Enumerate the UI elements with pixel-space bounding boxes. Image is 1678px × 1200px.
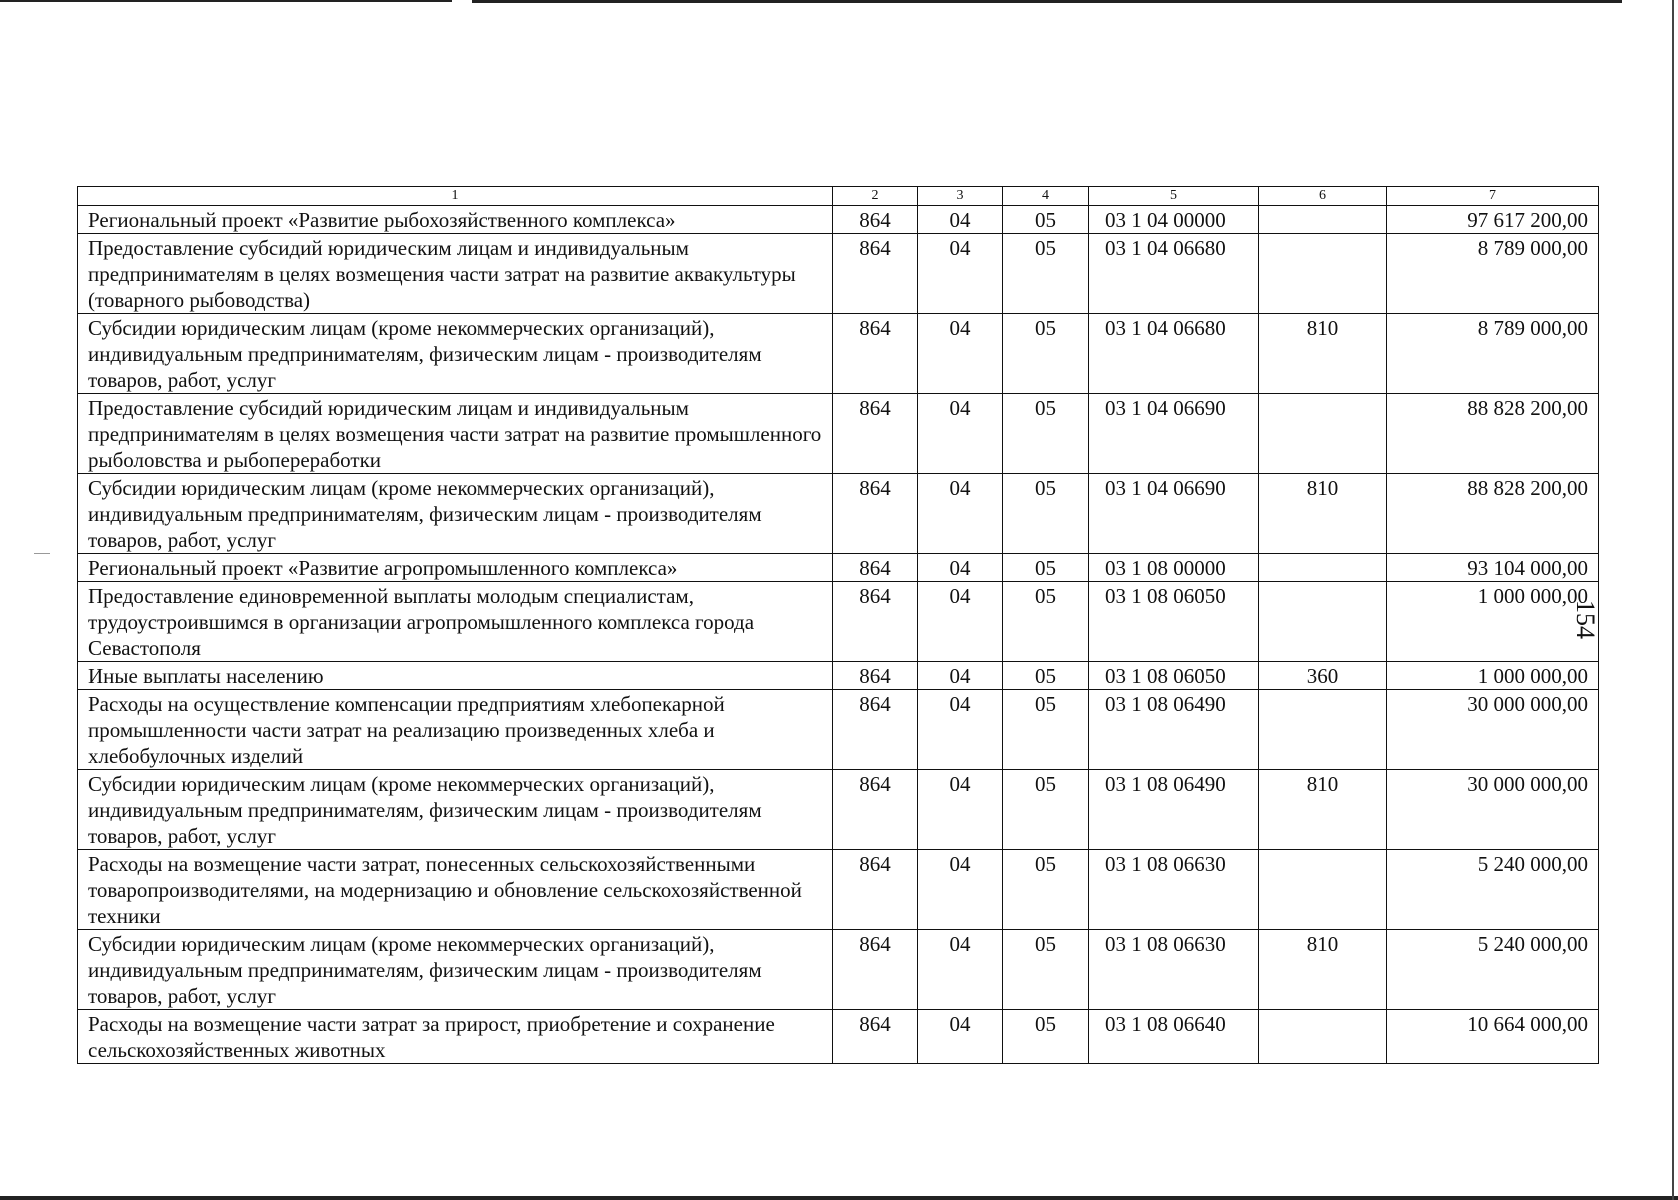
section-code-cell: 04 <box>918 582 1003 662</box>
table-row <box>78 474 1599 554</box>
table-row <box>78 314 1599 394</box>
expense-type-cell: 810 <box>1259 474 1387 554</box>
ministry-code-cell: 864 <box>833 394 918 474</box>
ministry-code-cell: 864 <box>833 770 918 850</box>
subsection-code-cell: 05 <box>1003 770 1089 850</box>
amount-cell: 30 000 000,00 <box>1387 690 1599 770</box>
ministry-code-cell: 864 <box>833 662 918 690</box>
scan-border-bottom <box>0 1196 1678 1200</box>
row-name-cell: Региональный проект «Развитие агропромышленного комплекса» <box>78 554 833 582</box>
section-code-cell: 04 <box>918 554 1003 582</box>
column-number: 5 <box>1089 187 1259 206</box>
subsection-code-cell: 05 <box>1003 206 1089 234</box>
expense-type-cell <box>1259 234 1387 314</box>
page-number: 154 <box>1571 600 1600 639</box>
column-number: 1 <box>78 187 833 206</box>
column-number: 7 <box>1387 187 1599 206</box>
subsection-code-cell: 05 <box>1003 554 1089 582</box>
ministry-code-cell: 864 <box>833 234 918 314</box>
expense-type-cell: 810 <box>1259 314 1387 394</box>
target-article-cell: 03 1 08 06630 <box>1089 850 1259 930</box>
section-code-cell: 04 <box>918 662 1003 690</box>
table-row <box>78 770 1599 850</box>
section-code-cell: 04 <box>918 690 1003 770</box>
table-row <box>78 582 1599 662</box>
row-name-cell: Субсидии юридическим лицам (кроме некоммерческих организаций), индивидуальным предпринимателям, физическим лицам - производителям товаров, работ, услуг <box>78 474 833 554</box>
expense-type-cell: 810 <box>1259 930 1387 1010</box>
amount-cell: 5 240 000,00 <box>1387 930 1599 1010</box>
expense-type-cell <box>1259 554 1387 582</box>
row-name-cell: Расходы на осуществление компенсации предприятиям хлебопекарной промышленности части затрат на реализацию произведенных хлеба и хлебобулочных изделий <box>78 690 833 770</box>
section-code-cell: 04 <box>918 770 1003 850</box>
row-name-cell: Субсидии юридическим лицам (кроме некоммерческих организаций), индивидуальным предпринимателям, физическим лицам - производителям товаров, работ, услуг <box>78 930 833 1010</box>
section-code-cell: 04 <box>918 206 1003 234</box>
target-article-cell: 03 1 04 00000 <box>1089 206 1259 234</box>
section-code-cell: 04 <box>918 930 1003 1010</box>
amount-cell: 97 617 200,00 <box>1387 206 1599 234</box>
column-number: 6 <box>1259 187 1387 206</box>
row-name-cell: Иные выплаты населению <box>78 662 833 690</box>
expense-type-cell <box>1259 1010 1387 1064</box>
scan-border-right <box>1672 0 1674 1200</box>
section-code-cell: 04 <box>918 314 1003 394</box>
expense-type-cell <box>1259 206 1387 234</box>
table-row <box>78 662 1599 690</box>
column-number-row <box>78 187 1599 206</box>
subsection-code-cell: 05 <box>1003 474 1089 554</box>
section-code-cell: 04 <box>918 234 1003 314</box>
ministry-code-cell: 864 <box>833 474 918 554</box>
section-code-cell: 04 <box>918 474 1003 554</box>
row-name-cell: Расходы на возмещение части затрат за прирост, приобретение и сохранение сельскохозяйственных животных <box>78 1010 833 1064</box>
section-code-cell: 04 <box>918 394 1003 474</box>
table-row <box>78 206 1599 234</box>
target-article-cell: 03 1 08 06630 <box>1089 930 1259 1010</box>
scan-border-top-left <box>0 0 452 2</box>
column-number: 2 <box>833 187 918 206</box>
ministry-code-cell: 864 <box>833 690 918 770</box>
row-name-cell: Предоставление субсидий юридическим лицам и индивидуальным предпринимателям в целях возмещения части затрат на развитие аквакультуры (товарного рыбоводства) <box>78 234 833 314</box>
table-row <box>78 234 1599 314</box>
subsection-code-cell: 05 <box>1003 690 1089 770</box>
subsection-code-cell: 05 <box>1003 582 1089 662</box>
target-article-cell: 03 1 08 00000 <box>1089 554 1259 582</box>
amount-cell: 1 000 000,00 <box>1387 582 1599 662</box>
amount-cell: 88 828 200,00 <box>1387 394 1599 474</box>
expense-type-cell: 810 <box>1259 770 1387 850</box>
target-article-cell: 03 1 08 06050 <box>1089 662 1259 690</box>
row-name-cell: Субсидии юридическим лицам (кроме некоммерческих организаций), индивидуальным предпринимателям, физическим лицам - производителям товаров, работ, услуг <box>78 314 833 394</box>
section-code-cell: 04 <box>918 1010 1003 1064</box>
subsection-code-cell: 05 <box>1003 394 1089 474</box>
ministry-code-cell: 864 <box>833 314 918 394</box>
table-row <box>78 394 1599 474</box>
amount-cell: 30 000 000,00 <box>1387 770 1599 850</box>
column-number: 3 <box>918 187 1003 206</box>
scan-border-top-right <box>472 0 1622 3</box>
subsection-code-cell: 05 <box>1003 662 1089 690</box>
expense-type-cell <box>1259 690 1387 770</box>
table-row <box>78 850 1599 930</box>
budget-table <box>77 186 1599 1064</box>
target-article-cell: 03 1 08 06490 <box>1089 690 1259 770</box>
expense-type-cell <box>1259 394 1387 474</box>
subsection-code-cell: 05 <box>1003 234 1089 314</box>
table-row <box>78 930 1599 1010</box>
subsection-code-cell: 05 <box>1003 850 1089 930</box>
target-article-cell: 03 1 04 06680 <box>1089 234 1259 314</box>
ministry-code-cell: 864 <box>833 582 918 662</box>
amount-cell: 10 664 000,00 <box>1387 1010 1599 1064</box>
amount-cell: 93 104 000,00 <box>1387 554 1599 582</box>
table-row <box>78 690 1599 770</box>
row-name-cell: Расходы на возмещение части затрат, понесенных сельскохозяйственными товаропроизводителями, на модернизацию и обновление сельскохозяйственной техники <box>78 850 833 930</box>
amount-cell: 88 828 200,00 <box>1387 474 1599 554</box>
ministry-code-cell: 864 <box>833 1010 918 1064</box>
expense-type-cell <box>1259 850 1387 930</box>
subsection-code-cell: 05 <box>1003 930 1089 1010</box>
expense-type-cell: 360 <box>1259 662 1387 690</box>
expense-type-cell <box>1259 582 1387 662</box>
subsection-code-cell: 05 <box>1003 1010 1089 1064</box>
amount-cell: 8 789 000,00 <box>1387 234 1599 314</box>
target-article-cell: 03 1 08 06640 <box>1089 1010 1259 1064</box>
target-article-cell: 03 1 04 06690 <box>1089 474 1259 554</box>
column-number: 4 <box>1003 187 1089 206</box>
row-name-cell: Региональный проект «Развитие рыбохозяйственного комплекса» <box>78 206 833 234</box>
row-name-cell: Предоставление единовременной выплаты молодым специалистам, трудоустроившимся в организации агропромышленного комплекса города Севастополя <box>78 582 833 662</box>
amount-cell: 8 789 000,00 <box>1387 314 1599 394</box>
section-code-cell: 04 <box>918 850 1003 930</box>
ministry-code-cell: 864 <box>833 554 918 582</box>
table-row <box>78 1010 1599 1064</box>
row-name-cell: Предоставление субсидий юридическим лицам и индивидуальным предпринимателям в целях возмещения части затрат на развитие промышленного рыболовства и рыбопереработки <box>78 394 833 474</box>
table-row <box>78 554 1599 582</box>
target-article-cell: 03 1 04 06690 <box>1089 394 1259 474</box>
ministry-code-cell: 864 <box>833 930 918 1010</box>
ministry-code-cell: 864 <box>833 206 918 234</box>
amount-cell: 1 000 000,00 <box>1387 662 1599 690</box>
row-name-cell: Субсидии юридическим лицам (кроме некоммерческих организаций), индивидуальным предпринимателям, физическим лицам - производителям товаров, работ, услуг <box>78 770 833 850</box>
ministry-code-cell: 864 <box>833 850 918 930</box>
scan-artifact-mark <box>34 553 50 554</box>
subsection-code-cell: 05 <box>1003 314 1089 394</box>
target-article-cell: 03 1 08 06490 <box>1089 770 1259 850</box>
target-article-cell: 03 1 08 06050 <box>1089 582 1259 662</box>
amount-cell: 5 240 000,00 <box>1387 850 1599 930</box>
target-article-cell: 03 1 04 06680 <box>1089 314 1259 394</box>
